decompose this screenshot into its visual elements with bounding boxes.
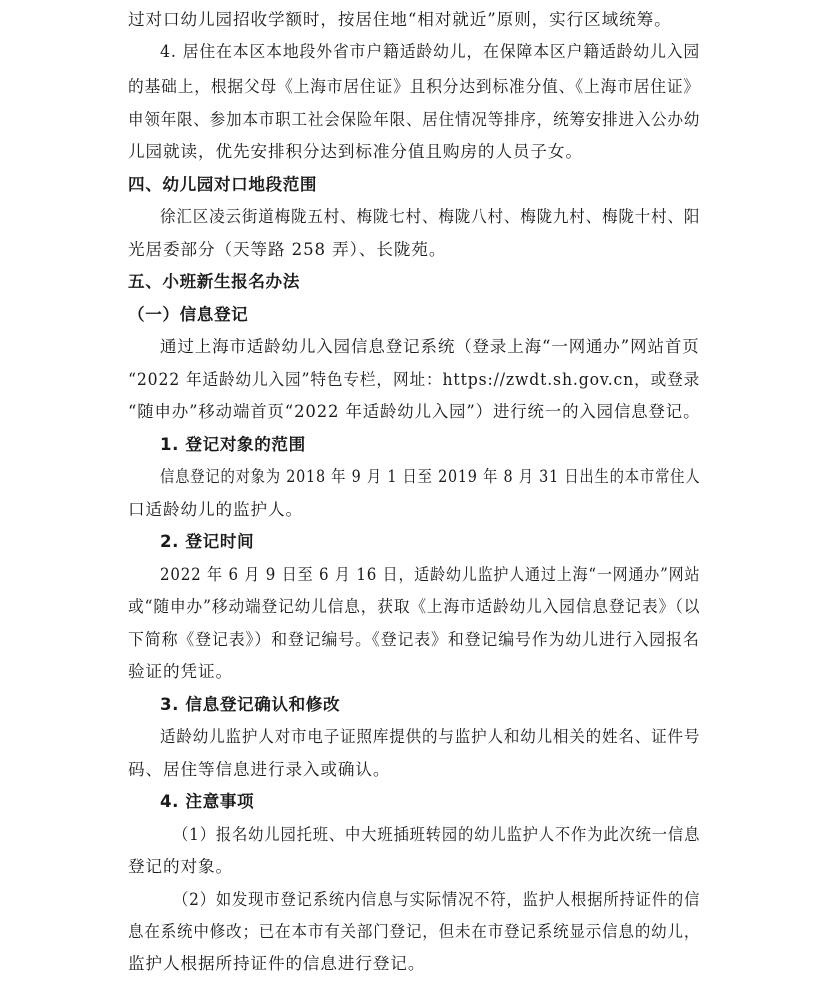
body-line: （2）如发现市登记系统内信息与实际情况不符，监护人根据所持证件的信 bbox=[173, 890, 701, 909]
body-line: 适龄幼儿监护人对市电子证照库提供的与监护人和幼儿相关的姓名、证件号 bbox=[160, 727, 701, 746]
numbered-heading: 2. 登记时间 bbox=[160, 532, 255, 551]
numbered-heading: 3. 信息登记确认和修改 bbox=[160, 695, 341, 714]
body-line: 登记的对象。 bbox=[128, 857, 233, 876]
numbered-heading: 4. 注意事项 bbox=[160, 792, 255, 811]
subsection-heading: （一）信息登记 bbox=[128, 305, 249, 324]
body-line: 儿园就读，优先安排积分达到标准分值且购房的人员子女。 bbox=[128, 142, 583, 161]
body-line: 或“随申办”移动端登记幼儿信息，获取《上海市适龄幼儿入园信息登记表》（以 bbox=[128, 597, 701, 616]
body-line: 光居委部分（天等路 258 弄）、长陇苑。 bbox=[128, 240, 447, 259]
body-line: 信息登记的对象为 2018 年 9 月 1 日至 2019 年 8 月 31 日出生的本市常住人 bbox=[160, 467, 701, 486]
section-heading: 五、小班新生报名办法 bbox=[128, 272, 300, 291]
body-line: “随申办”移动端首页“2022 年适龄幼儿入园”）进行统一的入园信息登记。 bbox=[128, 402, 701, 421]
body-line: 申领年限、参加本市职工社会保险年限、居住情况等排序，统筹安排进入公办幼 bbox=[128, 110, 701, 129]
body-line: 监护人根据所持证件的信息进行登记。 bbox=[128, 954, 426, 973]
body-line: 码、居住等信息进行录入或确认。 bbox=[128, 760, 391, 779]
body-line: 过对口幼儿园招收学额时，按居住地“相对就近”原则，实行区域统筹。 bbox=[128, 10, 672, 29]
body-line: 下简称《登记表》）和登记编号。《登记表》和登记编号作为幼儿进行入园报名 bbox=[128, 630, 700, 649]
body-line: 通过上海市适龄幼儿入园信息登记系统（登录上海“一网通办”网站首页 bbox=[160, 337, 700, 356]
body-line: 的基础上，根据父母《上海市居住证》且积分达到标准分值、《上海市居住证》 bbox=[128, 77, 700, 96]
body-line: 息在系统中修改；已在本市有关部门登记，但未在市登记系统显示信息的幼儿， bbox=[128, 922, 701, 941]
body-line: 验证的凭证。 bbox=[128, 662, 233, 681]
body-line: “2022 年适龄幼儿入园”特色专栏，网址：https://zwdt.sh.gov.cn，或登录 bbox=[128, 370, 701, 389]
body-line: 口适龄幼儿的监护人。 bbox=[128, 500, 303, 519]
body-line: （1）报名幼儿园托班、中大班插班转园的幼儿监护人不作为此次统一信息 bbox=[173, 825, 701, 844]
body-line: 4. 居住在本区本地段外省市户籍适龄幼儿，在保障本区户籍适龄幼儿入园 bbox=[160, 42, 701, 61]
body-line: 2022 年 6 月 9 日至 6 月 16 日，适龄幼儿监护人通过上海“一网通办”网站 bbox=[160, 565, 701, 584]
body-line: 徐汇区凌云街道梅陇五村、梅陇七村、梅陇八村、梅陇九村、梅陇十村、阳 bbox=[160, 207, 701, 226]
numbered-heading: 1. 登记对象的范围 bbox=[160, 435, 306, 454]
section-heading: 四、幼儿园对口地段范围 bbox=[128, 175, 318, 194]
